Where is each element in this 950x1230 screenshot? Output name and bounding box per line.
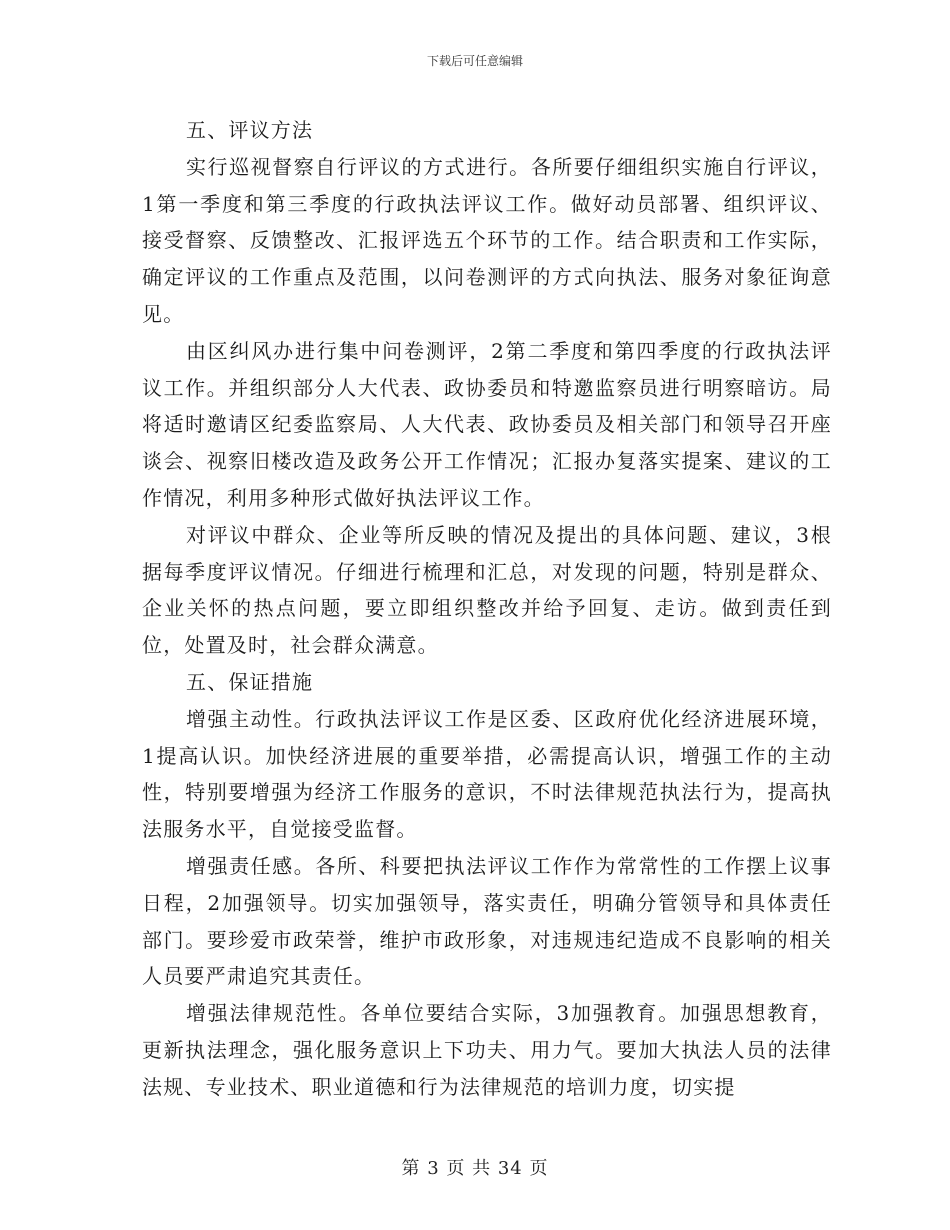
paragraph-legal-standards: 增强法律规范性。各单位要结合实际，3加强教育。加强思想教育，更新执法理念，强化服务意识上下功夫、用力气。要加大执法人员的法律法规、专业技术、职业道德和行为法律规范的培训力度，切实提 <box>142 1001 832 1099</box>
paragraph-quarterly-review: 对评议中群众、企业等所反映的情况及提出的具体问题、建议，3根据每季度评议情况。仔细进行梳理和汇总，对发现的问题，特别是群众、企业关怀的热点问题，要立即组织整改并给予回复、走访。做到责任到位，处置及时，社会群众满意。 <box>142 522 832 658</box>
paragraph-self-evaluation: 实行巡视督察自行评议的方式进行。各所要仔细组织实施自行评议，1第一季度和第三季度的行政执法评议工作。做好动员部署、组织评议、接受督察、反馈整改、汇报评选五个环节的工作。结合职责和工作实际，确定评议的工作重点及范围，以问卷测评的方式向执法、服务对象征询意见。 <box>142 154 832 326</box>
document-body <box>142 112 832 1106</box>
paragraph-survey-evaluation: 由区纠风办进行集中问卷测评，2第二季度和第四季度的行政执法评议工作。并组织部分人大代表、政协委员和特邀监察员进行明察暗访。局将适时邀请区纪委监察局、人大代表、政协委员及相关部门和领导召开座谈会、视察旧楼改造及政务公开工作情况；汇报办复落实提案、建议的工作情况，利用多种形式做好执法评议工作。 <box>142 338 832 510</box>
page-number-footer: 第 3 页 共 34 页 <box>401 1158 549 1179</box>
section-heading-guarantee-measures: 五、保证措施 <box>186 669 314 694</box>
paragraph-responsibility: 增强责任感。各所、科要把执法评议工作作为常常性的工作摆上议事日程，2加强领导。切实加强领导，落实责任，明确分管领导和具体责任部门。要珍爱市政荣誉，维护市政形象，对违规违纪造成不良影响的相关人员要严肃追究其责任。 <box>142 853 832 989</box>
header-note: 下载后可任意编辑 <box>426 54 523 68</box>
section-heading-evaluation-method: 五、评议方法 <box>186 118 314 142</box>
paragraph-initiative: 增强主动性。行政执法评议工作是区委、区政府优化经济进展环境，1提高认识。加快经济进展的重要举措，必需提高认识，增强工作的主动性，特别要增强为经济工作服务的意识，不时法律规范执法行为，提高执法服务水平，自觉接受监督。 <box>142 706 832 842</box>
